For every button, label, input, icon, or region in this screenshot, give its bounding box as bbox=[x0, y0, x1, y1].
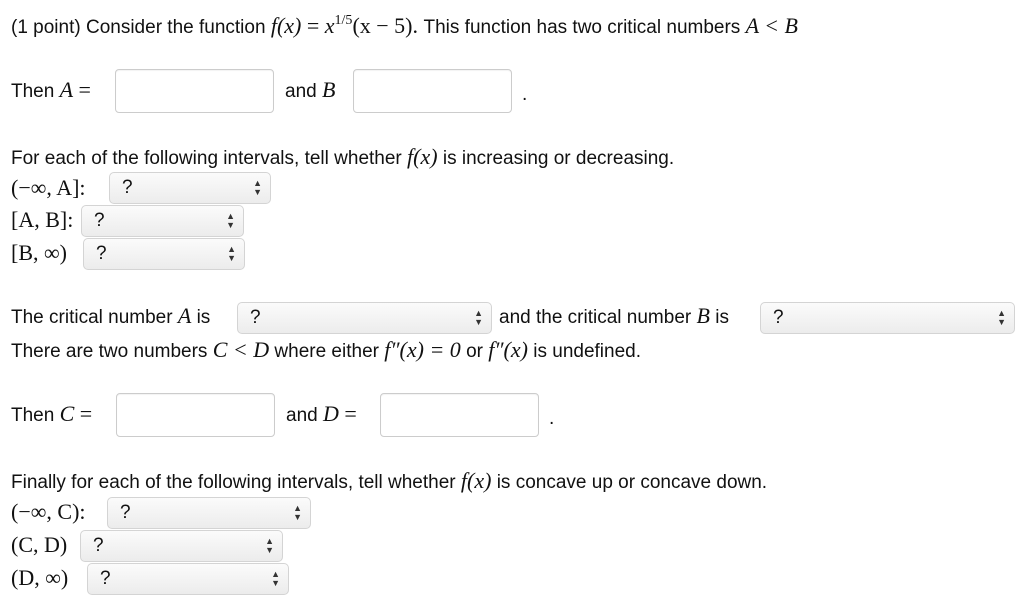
period: . bbox=[549, 408, 555, 429]
period: . bbox=[522, 84, 528, 105]
select-arrows-icon: ▲ ▼ bbox=[227, 244, 236, 263]
concavity-interval-label-2: (C, D) bbox=[11, 532, 68, 557]
select-arrows-icon: ▲ ▼ bbox=[997, 308, 1006, 327]
select-arrows-icon: ▲ ▼ bbox=[253, 178, 262, 197]
interval-label-3: [B, ∞) bbox=[11, 240, 68, 265]
critical-a-label: The critical number A is bbox=[11, 303, 211, 328]
function-name: f(x) bbox=[270, 13, 302, 38]
problem-prefix: (1 point) Consider the function bbox=[11, 17, 266, 38]
concavity-select-2[interactable]: ? ▲ ▼ bbox=[80, 530, 283, 562]
concavity-interval-label-1: (−∞, C): bbox=[11, 499, 86, 524]
answer-d-input[interactable] bbox=[380, 393, 539, 437]
incdec-select-3[interactable]: ? ▲ ▼ bbox=[83, 238, 245, 270]
concavity-instructions: Finally for each of the following intervals, tell whether f(x) is concave up or concave down. bbox=[11, 468, 768, 493]
incdec-instructions: For each of the following intervals, tell whether f(x) is increasing or decreasing. bbox=[11, 144, 675, 169]
incdec-select-2[interactable]: ? ▲ ▼ bbox=[81, 205, 244, 237]
select-arrows-icon: ▲ ▼ bbox=[271, 569, 280, 588]
second-derivative-statement: There are two numbers C < D where either f″(x) = 0 or f″(x) is undefined. bbox=[11, 337, 641, 362]
ab-comparison: A < B bbox=[745, 13, 798, 38]
select-arrows-icon: ▲ ▼ bbox=[293, 503, 302, 522]
concavity-select-1[interactable]: ? ▲ ▼ bbox=[107, 497, 311, 529]
critical-a-select[interactable]: ? ▲ ▼ bbox=[237, 302, 492, 334]
answer-c-input[interactable] bbox=[116, 393, 275, 437]
concavity-interval-label-3: (D, ∞) bbox=[11, 565, 69, 590]
answer-b-input[interactable] bbox=[353, 69, 512, 113]
critical-b-label: and the critical number B is bbox=[499, 303, 729, 328]
concavity-select-3[interactable]: ? ▲ ▼ bbox=[87, 563, 289, 595]
select-arrows-icon: ▲ ▼ bbox=[474, 308, 483, 327]
and-b-label: and B bbox=[285, 77, 336, 102]
then-c-label: Then C = bbox=[11, 401, 93, 426]
select-arrows-icon: ▲ ▼ bbox=[226, 211, 235, 230]
problem-suffix: This function has two critical numbers bbox=[423, 17, 741, 38]
then-a-label: Then A = bbox=[11, 77, 91, 102]
answer-a-input[interactable] bbox=[115, 69, 274, 113]
problem-statement: (1 point) Consider the function $f(x) = x^{1/5}(x - 5)$. This function has two critical numbers A < B bbox=[11, 13, 798, 38]
critical-b-select[interactable]: ? ▲ ▼ bbox=[760, 302, 1015, 334]
interval-label-1: (−∞, A]: bbox=[11, 175, 86, 200]
interval-label-2: [A, B]: bbox=[11, 207, 74, 232]
and-d-label: and D = bbox=[286, 401, 357, 426]
function-exponent: 1/5 bbox=[334, 13, 353, 28]
incdec-select-1[interactable]: ? ▲ ▼ bbox=[109, 172, 271, 204]
select-arrows-icon: ▲ ▼ bbox=[265, 536, 274, 555]
